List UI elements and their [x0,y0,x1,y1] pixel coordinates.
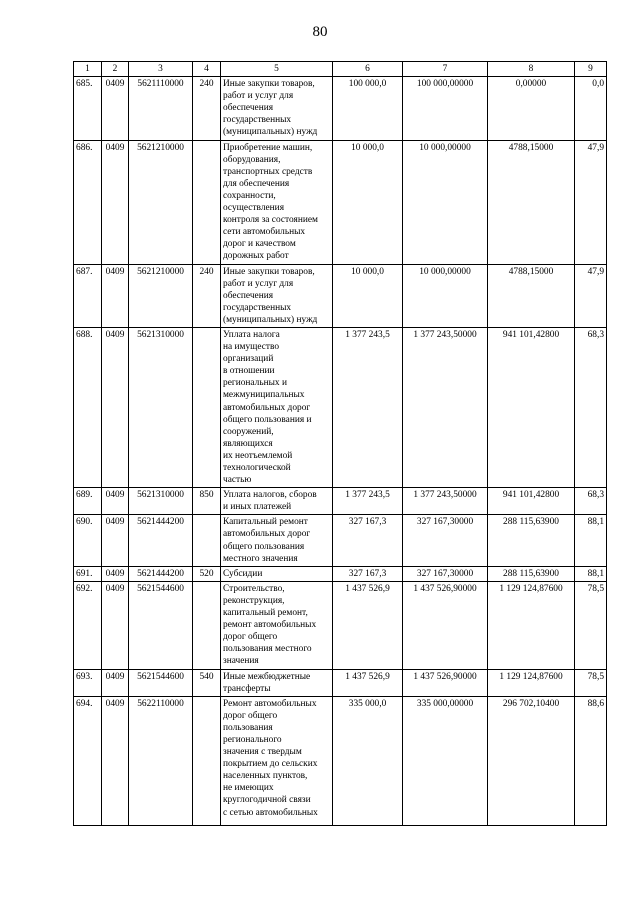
target-article-code: 5621310000 [129,488,193,515]
target-article-code: 5621210000 [129,140,193,264]
column-header: 6 [333,62,403,77]
section-code: 0409 [102,488,129,515]
value-col-9: 88,1 [575,566,607,581]
expense-type-code [193,327,221,487]
value-col-8: 4788,15000 [488,264,575,327]
table-row [74,581,607,669]
section-code: 0409 [102,696,129,825]
value-col-7: 1 437 526,90000 [403,669,488,696]
row-number: 693. [74,669,102,696]
expense-type-code [193,581,221,669]
value-col-7: 1 377 243,50000 [403,327,488,487]
value-col-7: 1 377 243,50000 [403,488,488,515]
row-number: 692. [74,581,102,669]
target-article-code: 5622110000 [129,696,193,825]
expense-type-code: 240 [193,264,221,327]
value-col-8: 4788,15000 [488,140,575,264]
section-code: 0409 [102,669,129,696]
value-col-9: 47,9 [575,140,607,264]
value-col-6: 10 000,0 [333,140,403,264]
item-name: Капитальный ремонт автомобильных дорог общего пользования местного значения [221,515,333,566]
value-col-6: 1 437 526,9 [333,669,403,696]
value-col-7: 10 000,00000 [403,140,488,264]
table-row [74,566,607,581]
row-number: 685. [74,77,102,140]
column-header: 2 [102,62,129,77]
section-code: 0409 [102,515,129,566]
section-code: 0409 [102,581,129,669]
column-header: 9 [575,62,607,77]
row-number: 686. [74,140,102,264]
row-number: 694. [74,696,102,825]
value-col-8: 296 702,10400 [488,696,575,825]
value-col-9: 88,1 [575,515,607,566]
value-col-9: 68,3 [575,327,607,487]
target-article-code: 5621444200 [129,515,193,566]
row-number: 691. [74,566,102,581]
value-col-6: 327 167,3 [333,566,403,581]
target-article-code: 5621544600 [129,669,193,696]
value-col-8: 1 129 124,87600 [488,669,575,696]
value-col-8: 288 115,63900 [488,515,575,566]
column-header: 7 [403,62,488,77]
table-row [74,140,607,264]
value-col-7: 327 167,30000 [403,515,488,566]
item-name: Иные закупки товаров, работ и услуг для обеспечения государственных (муниципальных) нужд [221,264,333,327]
value-col-6: 1 437 526,9 [333,581,403,669]
target-article-code: 5621444200 [129,566,193,581]
item-name: Иные закупки товаров, работ и услуг для обеспечения государственных (муниципальных) нужд [221,77,333,140]
column-header: 5 [221,62,333,77]
table-header-row [74,62,607,77]
value-col-6: 1 377 243,5 [333,488,403,515]
value-col-9: 47,9 [575,264,607,327]
value-col-8: 941 101,42800 [488,488,575,515]
expense-type-code [193,140,221,264]
value-col-6: 10 000,0 [333,264,403,327]
row-number: 687. [74,264,102,327]
expense-type-code [193,696,221,825]
table-row [74,264,607,327]
section-code: 0409 [102,566,129,581]
expense-type-code [193,515,221,566]
table-row [74,696,607,825]
row-number: 689. [74,488,102,515]
table-row [74,77,607,140]
value-col-6: 100 000,0 [333,77,403,140]
value-col-6: 335 000,0 [333,696,403,825]
table-row [74,327,607,487]
value-col-7: 1 437 526,90000 [403,581,488,669]
target-article-code: 5621310000 [129,327,193,487]
item-name: Субсидии [221,566,333,581]
value-col-9: 0,0 [575,77,607,140]
value-col-7: 327 167,30000 [403,566,488,581]
row-number: 688. [74,327,102,487]
column-header: 8 [488,62,575,77]
item-name: Иные межбюджетные трансферты [221,669,333,696]
item-name: Уплата налога на имущество организаций в отношении региональных и межмуниципальных автомобильных дорог общего пользования и сооружений, являющихся их неотъемлемой технологической частью [221,327,333,487]
column-header: 4 [193,62,221,77]
target-article-code: 5621544600 [129,581,193,669]
value-col-6: 1 377 243,5 [333,327,403,487]
table-row [74,669,607,696]
item-name: Строительство, реконструкция, капитальный ремонт, ремонт автомобильных дорог общего пользования местного значения [221,581,333,669]
expense-type-code: 520 [193,566,221,581]
section-code: 0409 [102,264,129,327]
section-code: 0409 [102,327,129,487]
item-name: Уплата налогов, сборов и иных платежей [221,488,333,515]
section-code: 0409 [102,140,129,264]
item-name: Приобретение машин, оборудования, транспортных средств для обеспечения сохранности, осуществления контроля за состоянием сети автомобильных дорог и качеством дорожных работ [221,140,333,264]
expense-type-code: 540 [193,669,221,696]
value-col-7: 335 000,00000 [403,696,488,825]
value-col-8: 1 129 124,87600 [488,581,575,669]
value-col-8: 0,00000 [488,77,575,140]
value-col-9: 68,3 [575,488,607,515]
target-article-code: 5621210000 [129,264,193,327]
table-row [74,488,607,515]
target-article-code: 5621110000 [129,77,193,140]
value-col-9: 78,5 [575,581,607,669]
column-header: 1 [74,62,102,77]
section-code: 0409 [102,77,129,140]
expense-type-code: 240 [193,77,221,140]
value-col-7: 100 000,00000 [403,77,488,140]
column-header: 3 [129,62,193,77]
page-number: 80 [312,24,328,40]
expense-type-code: 850 [193,488,221,515]
value-col-9: 78,5 [575,669,607,696]
value-col-6: 327 167,3 [333,515,403,566]
row-number: 690. [74,515,102,566]
table-row [74,515,607,566]
value-col-8: 941 101,42800 [488,327,575,487]
budget-table [73,61,607,826]
item-name: Ремонт автомобильных дорог общего пользования регионального значения с твердым покрытием до сельских населенных пунктов, не имеющих круглогодичной связи с сетью автомобильных [221,696,333,825]
value-col-9: 88,6 [575,696,607,825]
value-col-7: 10 000,00000 [403,264,488,327]
value-col-8: 288 115,63900 [488,566,575,581]
